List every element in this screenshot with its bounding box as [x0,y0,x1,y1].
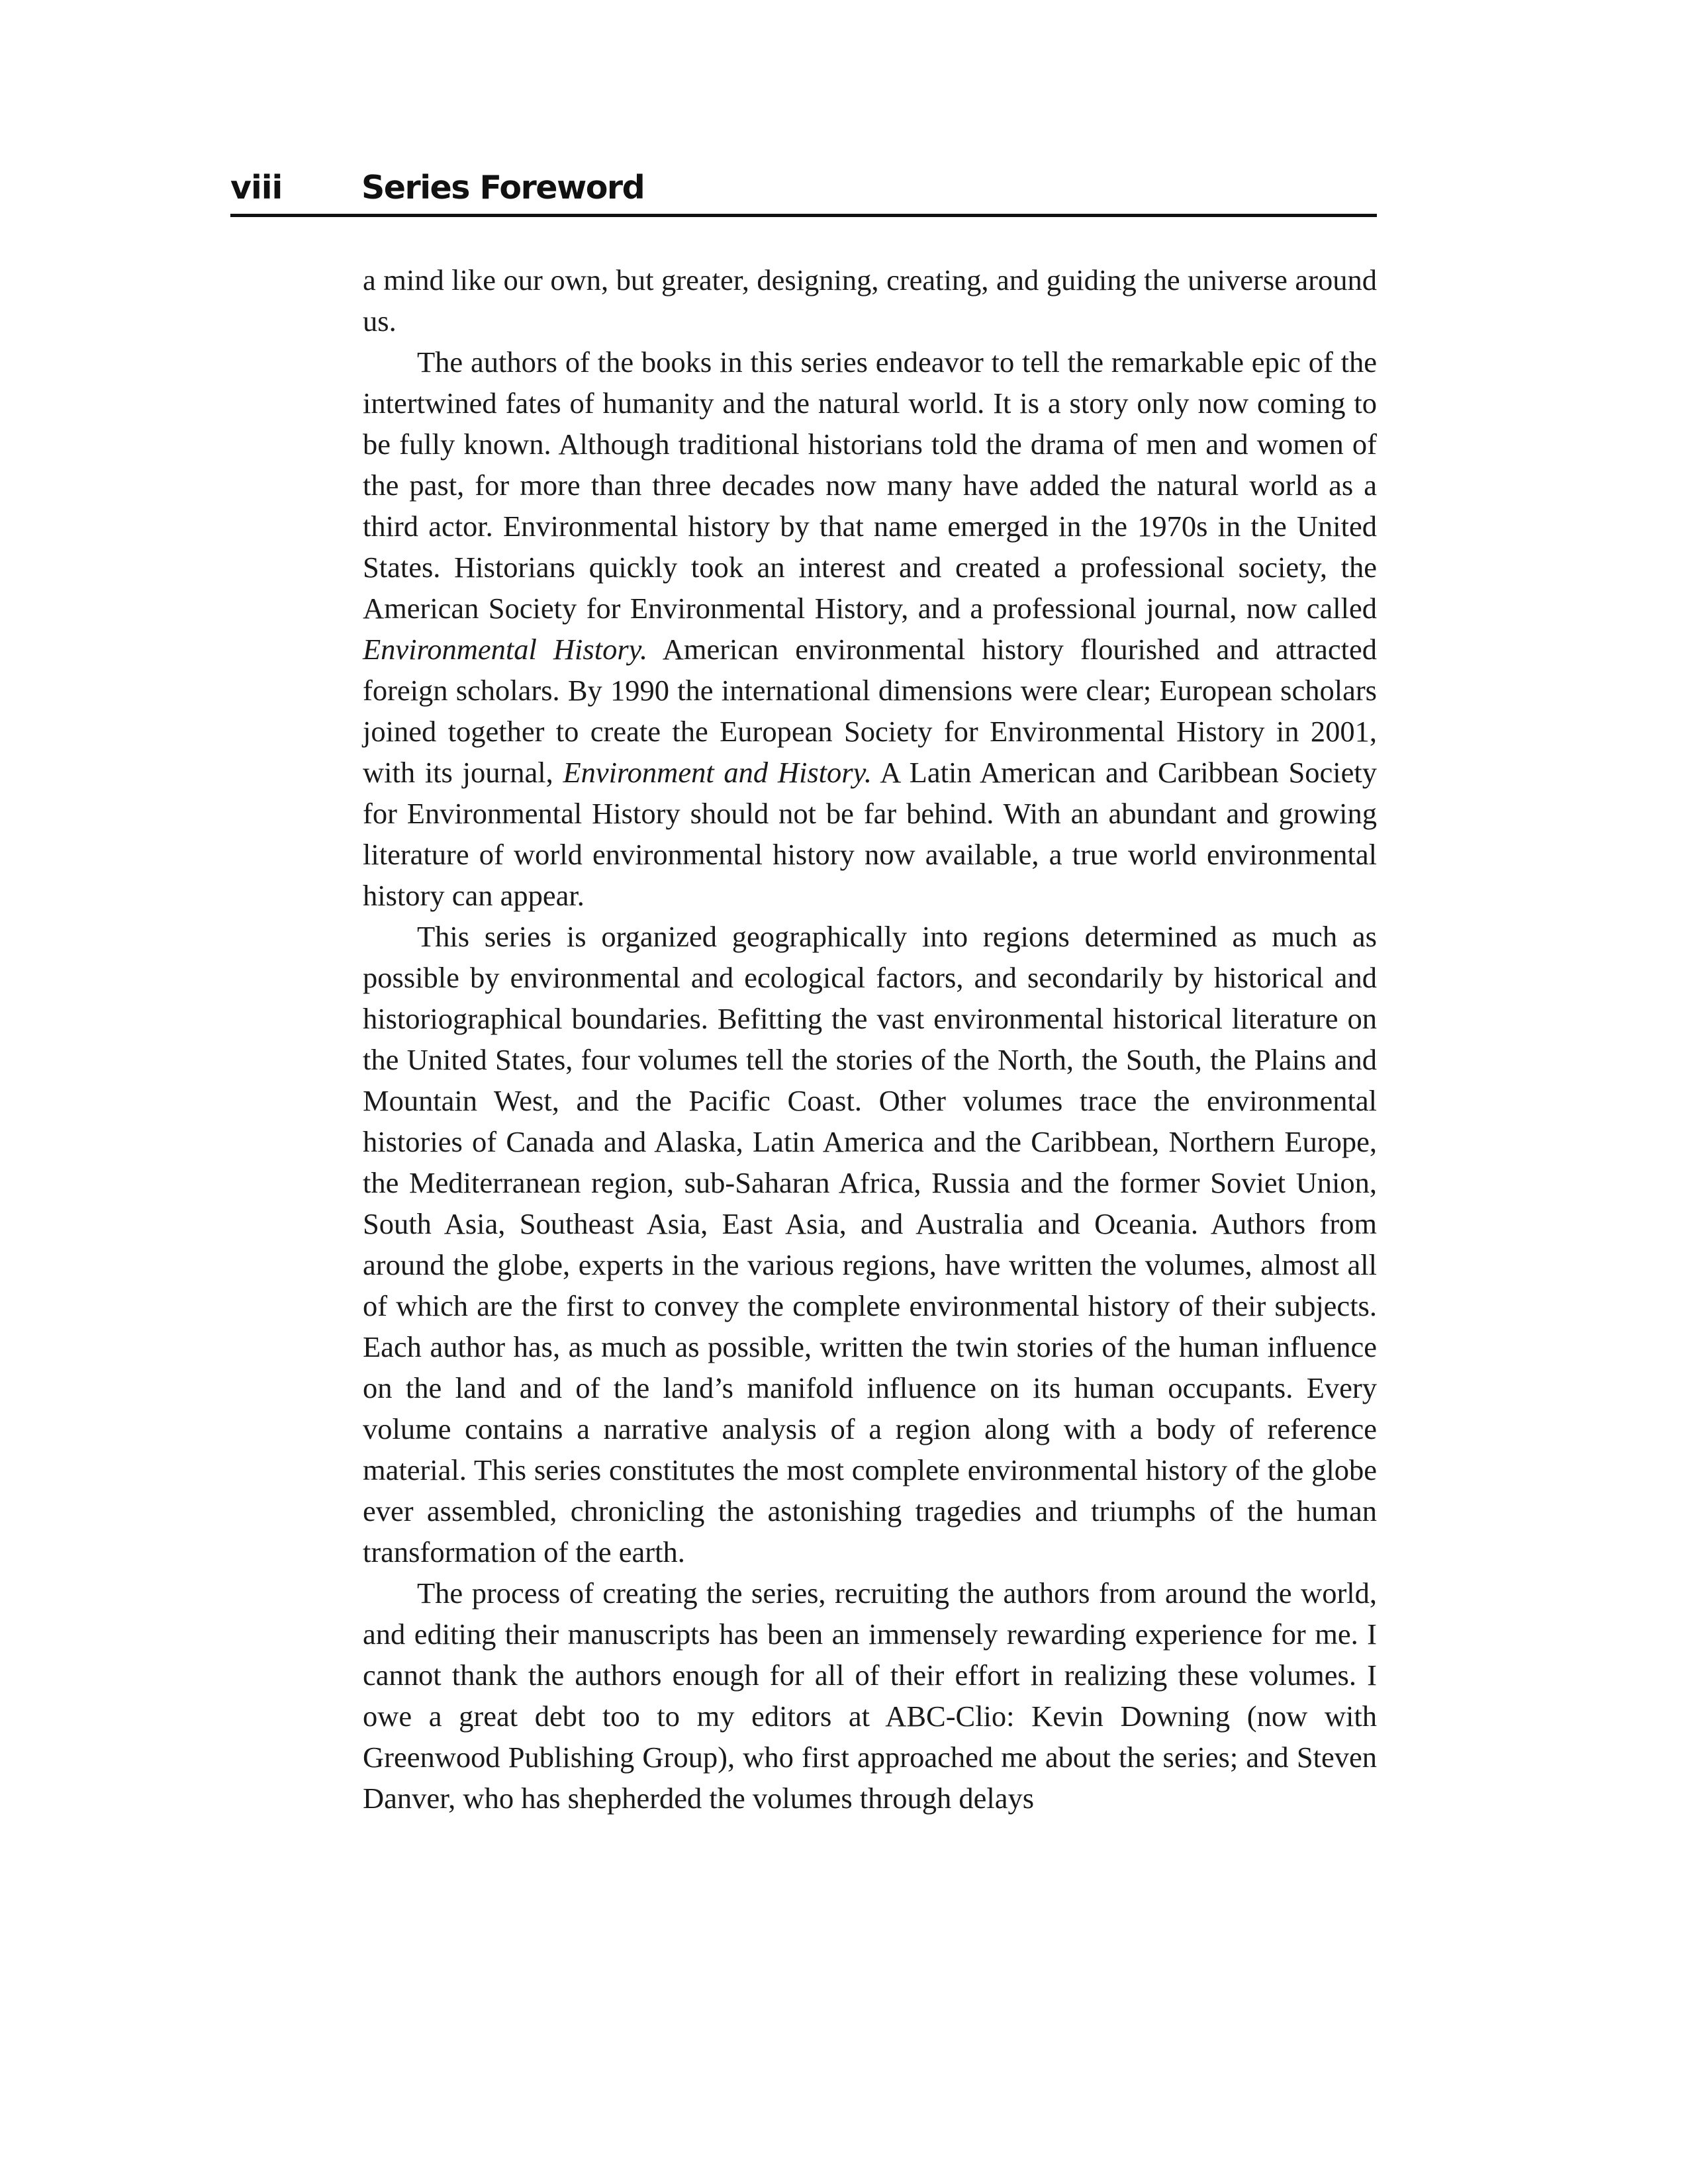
paragraph-2 [363,341,1377,916]
paragraph-4: The process of creating the series, recruiting the authors from around the world, and editing their manuscripts has been an immensely rewarding experience for me. I cannot thank the authors enough for all of their effort in realizing these volumes. I owe a great debt too to my editors at ABC-Clio: Kevin Downing (now with Greenwood Publishing Group), who first approached me about the series; and Steven Danver, who has shepherded the volumes through delays [363,1576,1377,1815]
body-text [363,259,1377,1819]
running-head: Series Foreword [361,169,645,206]
paragraph-2-text-a: The authors of the books in this series endeavor to tell the remarkable epic of the intertwined fates of humanity and the natural world. It is a story only now coming to be fully known. Although traditional historians told the drama of men and women of the past, for more than three decades now many have added the natural world as a third actor. Environmental history by that name emerged in the 1970s in the United States. Historians quickly took an interest and created a professional society, the American Society for Environmental History, and a professional journal, now called [363,345,1377,625]
paragraph-1: a mind like our own, but greater, designing, creating, and guiding the universe around us. [363,263,1377,338]
page-header [230,167,1377,217]
paragraph-2-text-c: A Latin American and Caribbean Society for Environmental History should not be far behind. With an abundant and growing literature of world environmental history now available, a true world environmental history can appear. [363,756,1377,912]
paragraph-3: This series is organized geographically into regions determined as much as possible by environmental and ecological factors, and secondarily by historical and historiographical boundaries. Befitting the vast environmental historical literature on the United States, four volumes tell the stories of the North, the South, the Plains and Mountain West, and the Pacific Coast. Other volumes trace the environmental histories of Canada and Alaska, Latin America and the Caribbean, Northern Europe, the Mediterranean region, sub-Saharan Africa, Russia and the former Soviet Union, South Asia, Southeast Asia, East Asia, and Australia and Oceania. Authors from around the globe, experts in the various regions, have written the volumes, almost all of which are the first to convey the complete environmental history of their subjects. Each author has, as much as possible, written the twin stories of the human influence on the land and of the land’s manifold influence on its human occupants. Every volume contains a narrative analysis of a region along with a body of reference material. This series constitutes the most complete environmental history of the globe ever assembled, chronicling the astonishing tragedies and triumphs of the human transformation of the earth. [363,920,1377,1569]
journal-title-environmental-history: Environmental History. [363,633,648,666]
page-number: viii [230,169,283,206]
journal-title-environment-and-history: Environment and History. [563,756,872,789]
paragraph-2-text-b: American environmental history flourished and attracted foreign scholars. By 1990 the international dimensions were clear; European scholars joined together to create the European Society for Environmental History in 2001, with its journal, [363,633,1377,789]
